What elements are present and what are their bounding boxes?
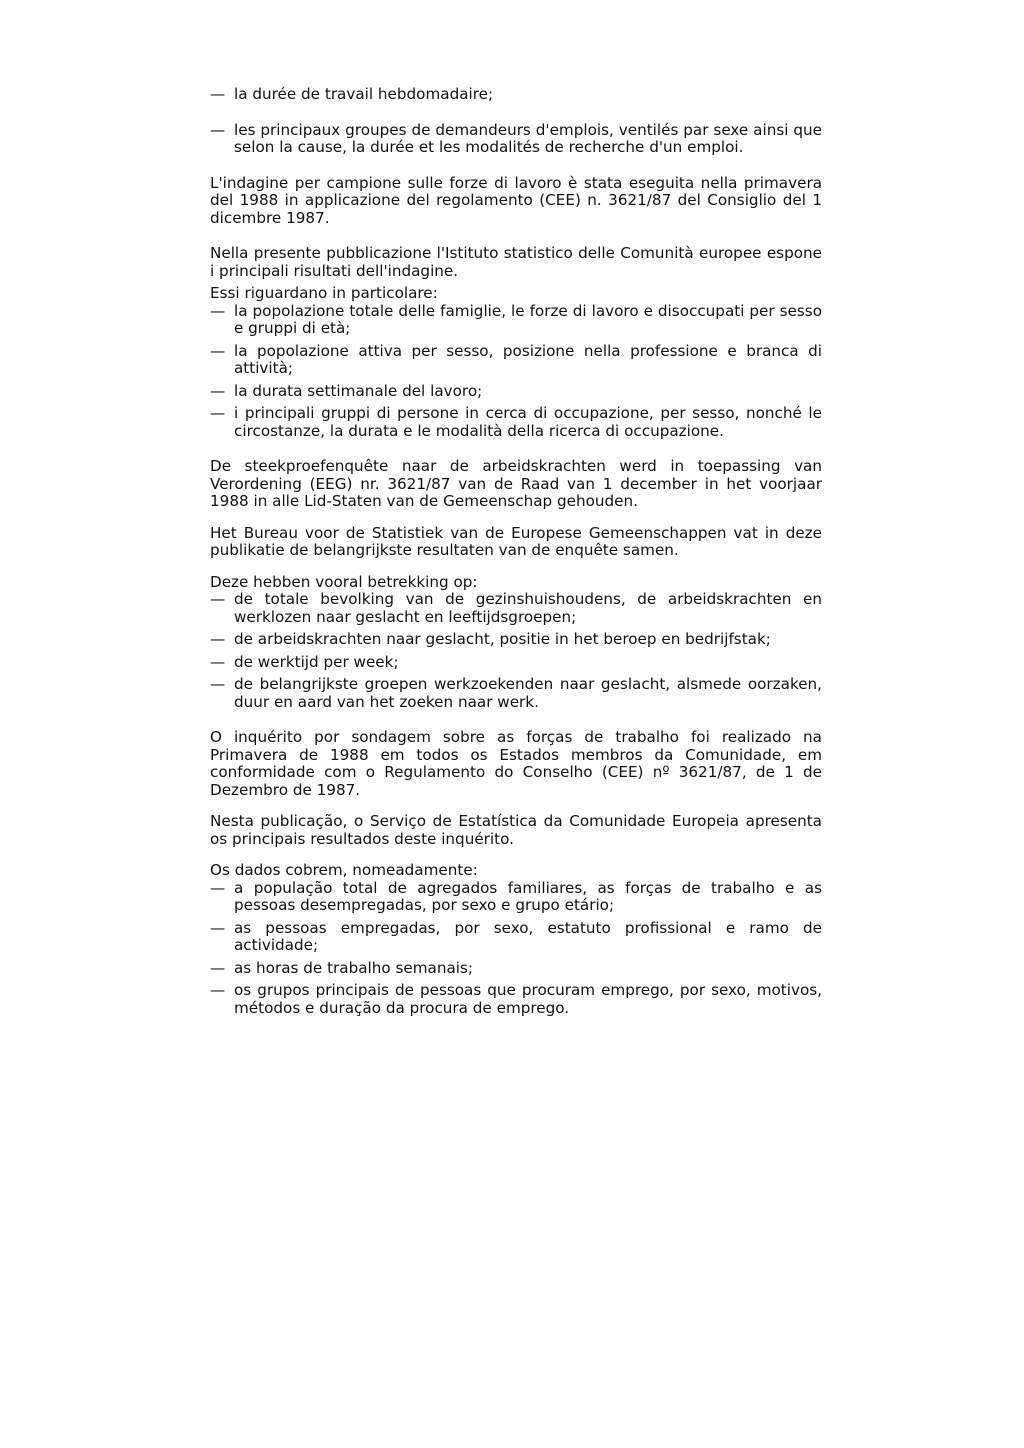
dash-marker: — bbox=[210, 958, 226, 977]
dash-marker: — bbox=[210, 404, 226, 422]
list-item-text: de belangrijkste groepen werkzoekenden naar geslacht, alsmede oorzaken, duur en aard van het zoeken naar werk. bbox=[234, 675, 822, 711]
dash-marker: — bbox=[210, 590, 226, 608]
pt-publication-paragraph: Nesta publicação, o Serviço de Estatística da Comunidade Europeia apresenta os principais resultados deste inquérito. bbox=[210, 812, 822, 848]
it-list bbox=[210, 303, 822, 441]
list-item bbox=[210, 303, 822, 338]
list-item bbox=[210, 383, 822, 401]
list-item-text: a população total de agregados familiares, as forças de trabalho e as pessoas desempregadas, por sexo e grupo etário; bbox=[234, 878, 822, 914]
dash-marker: — bbox=[210, 120, 226, 139]
list-item bbox=[210, 122, 822, 157]
list-item bbox=[210, 982, 822, 1017]
dash-marker: — bbox=[210, 981, 226, 999]
list-item-text: la durée de travail hebdomadaire; bbox=[234, 85, 494, 103]
dash-marker: — bbox=[210, 85, 226, 103]
list-item-text: de totale bevolking van de gezinshuishoudens, de arbeidskrachten en werklozen naar geslacht en leeftijdsgroepen; bbox=[234, 590, 822, 626]
list-item bbox=[210, 405, 822, 440]
list-item-text: as pessoas empregadas, por sexo, estatuto profissional e ramo de actividade; bbox=[234, 918, 822, 954]
list-item bbox=[210, 654, 822, 672]
dash-marker: — bbox=[210, 301, 226, 320]
dash-marker: — bbox=[210, 381, 226, 400]
dash-marker: — bbox=[210, 918, 226, 937]
list-item bbox=[210, 920, 822, 955]
list-item bbox=[210, 880, 822, 915]
document-page bbox=[210, 86, 822, 1017]
list-item-text: de arbeidskrachten naar geslacht, positie in het beroep en bedrijfstak; bbox=[234, 630, 771, 648]
list-item bbox=[210, 86, 822, 104]
dash-marker: — bbox=[210, 652, 226, 671]
list-item-text: as horas de trabalho semanais; bbox=[234, 958, 474, 977]
list-item-text: les principaux groupes de demandeurs d'emplois, ventilés par sexe ainsi que selon la cause, la durée et les modalités de recherche d'un emploi. bbox=[234, 120, 822, 156]
list-item-text: la popolazione attiva per sesso, posizione nella professione e branca di attività; bbox=[234, 341, 822, 377]
list-item-text: os grupos principais de pessoas que procuram emprego, por sexo, motivos, métodos e duração da procura de emprego. bbox=[234, 981, 822, 1017]
it-lead-paragraph: Essi riguardano in particolare: bbox=[210, 284, 438, 302]
dash-marker: — bbox=[210, 341, 226, 360]
list-item-text: la popolazione totale delle famiglie, le forze di lavoro e disoccupati per sesso e gruppi di età; bbox=[234, 301, 822, 337]
list-item bbox=[210, 343, 822, 378]
nl-list bbox=[210, 591, 822, 711]
pt-intro-paragraph: O inquérito por sondagem sobre as forças de trabalho foi realizado na Primavera de 1988 em todos os Estados membros da Comunidade, em conformidade com o Regulamento do Conselho (CEE) nº 3621/87, de 1 de Dezembro de 1987. bbox=[210, 728, 822, 799]
list-item bbox=[210, 960, 822, 978]
list-item bbox=[210, 676, 822, 711]
list-item-text: i principali gruppi di persone in cerca di occupazione, per sesso, nonché le circostanze, la durata e le modalità della ricerca di occupazione. bbox=[234, 404, 822, 440]
pt-lead-paragraph: Os dados cobrem, nomeadamente: bbox=[210, 861, 478, 879]
fr-list bbox=[210, 86, 822, 157]
nl-lead-paragraph: Deze hebben vooral betrekking op: bbox=[210, 572, 478, 591]
dash-marker: — bbox=[210, 675, 226, 693]
list-item-text: la durata settimanale del lavoro; bbox=[234, 381, 483, 400]
list-item-text: de werktijd per week; bbox=[234, 652, 399, 671]
pt-list bbox=[210, 880, 822, 1018]
dash-marker: — bbox=[210, 878, 226, 897]
list-item bbox=[210, 631, 822, 649]
list-item bbox=[210, 591, 822, 626]
it-publication-paragraph: Nella presente pubblicazione l'Istituto statistico delle Comunità europee espone i principali risultati dell'indagine. bbox=[210, 244, 822, 280]
it-intro-paragraph: L'indagine per campione sulle forze di lavoro è stata eseguita nella primavera del 1988 in applicazione del regolamento (CEE) n. 3621/87 del Consiglio del 1 dicembre 1987. bbox=[210, 173, 822, 227]
nl-publication-paragraph: Het Bureau voor de Statistiek van de Europese Gemeenschappen vat in deze publikatie de belangrijkste resultaten van de enquête samen. bbox=[210, 523, 822, 559]
nl-intro-paragraph: De steekproefenquête naar de arbeidskrachten werd in toepassing van Verordening (EEG) nr. 3621/87 van de Raad van 1 december in het voorjaar 1988 in alle Lid-Staten van de Gemeenschap gehouden. bbox=[210, 457, 822, 510]
dash-marker: — bbox=[210, 630, 226, 648]
